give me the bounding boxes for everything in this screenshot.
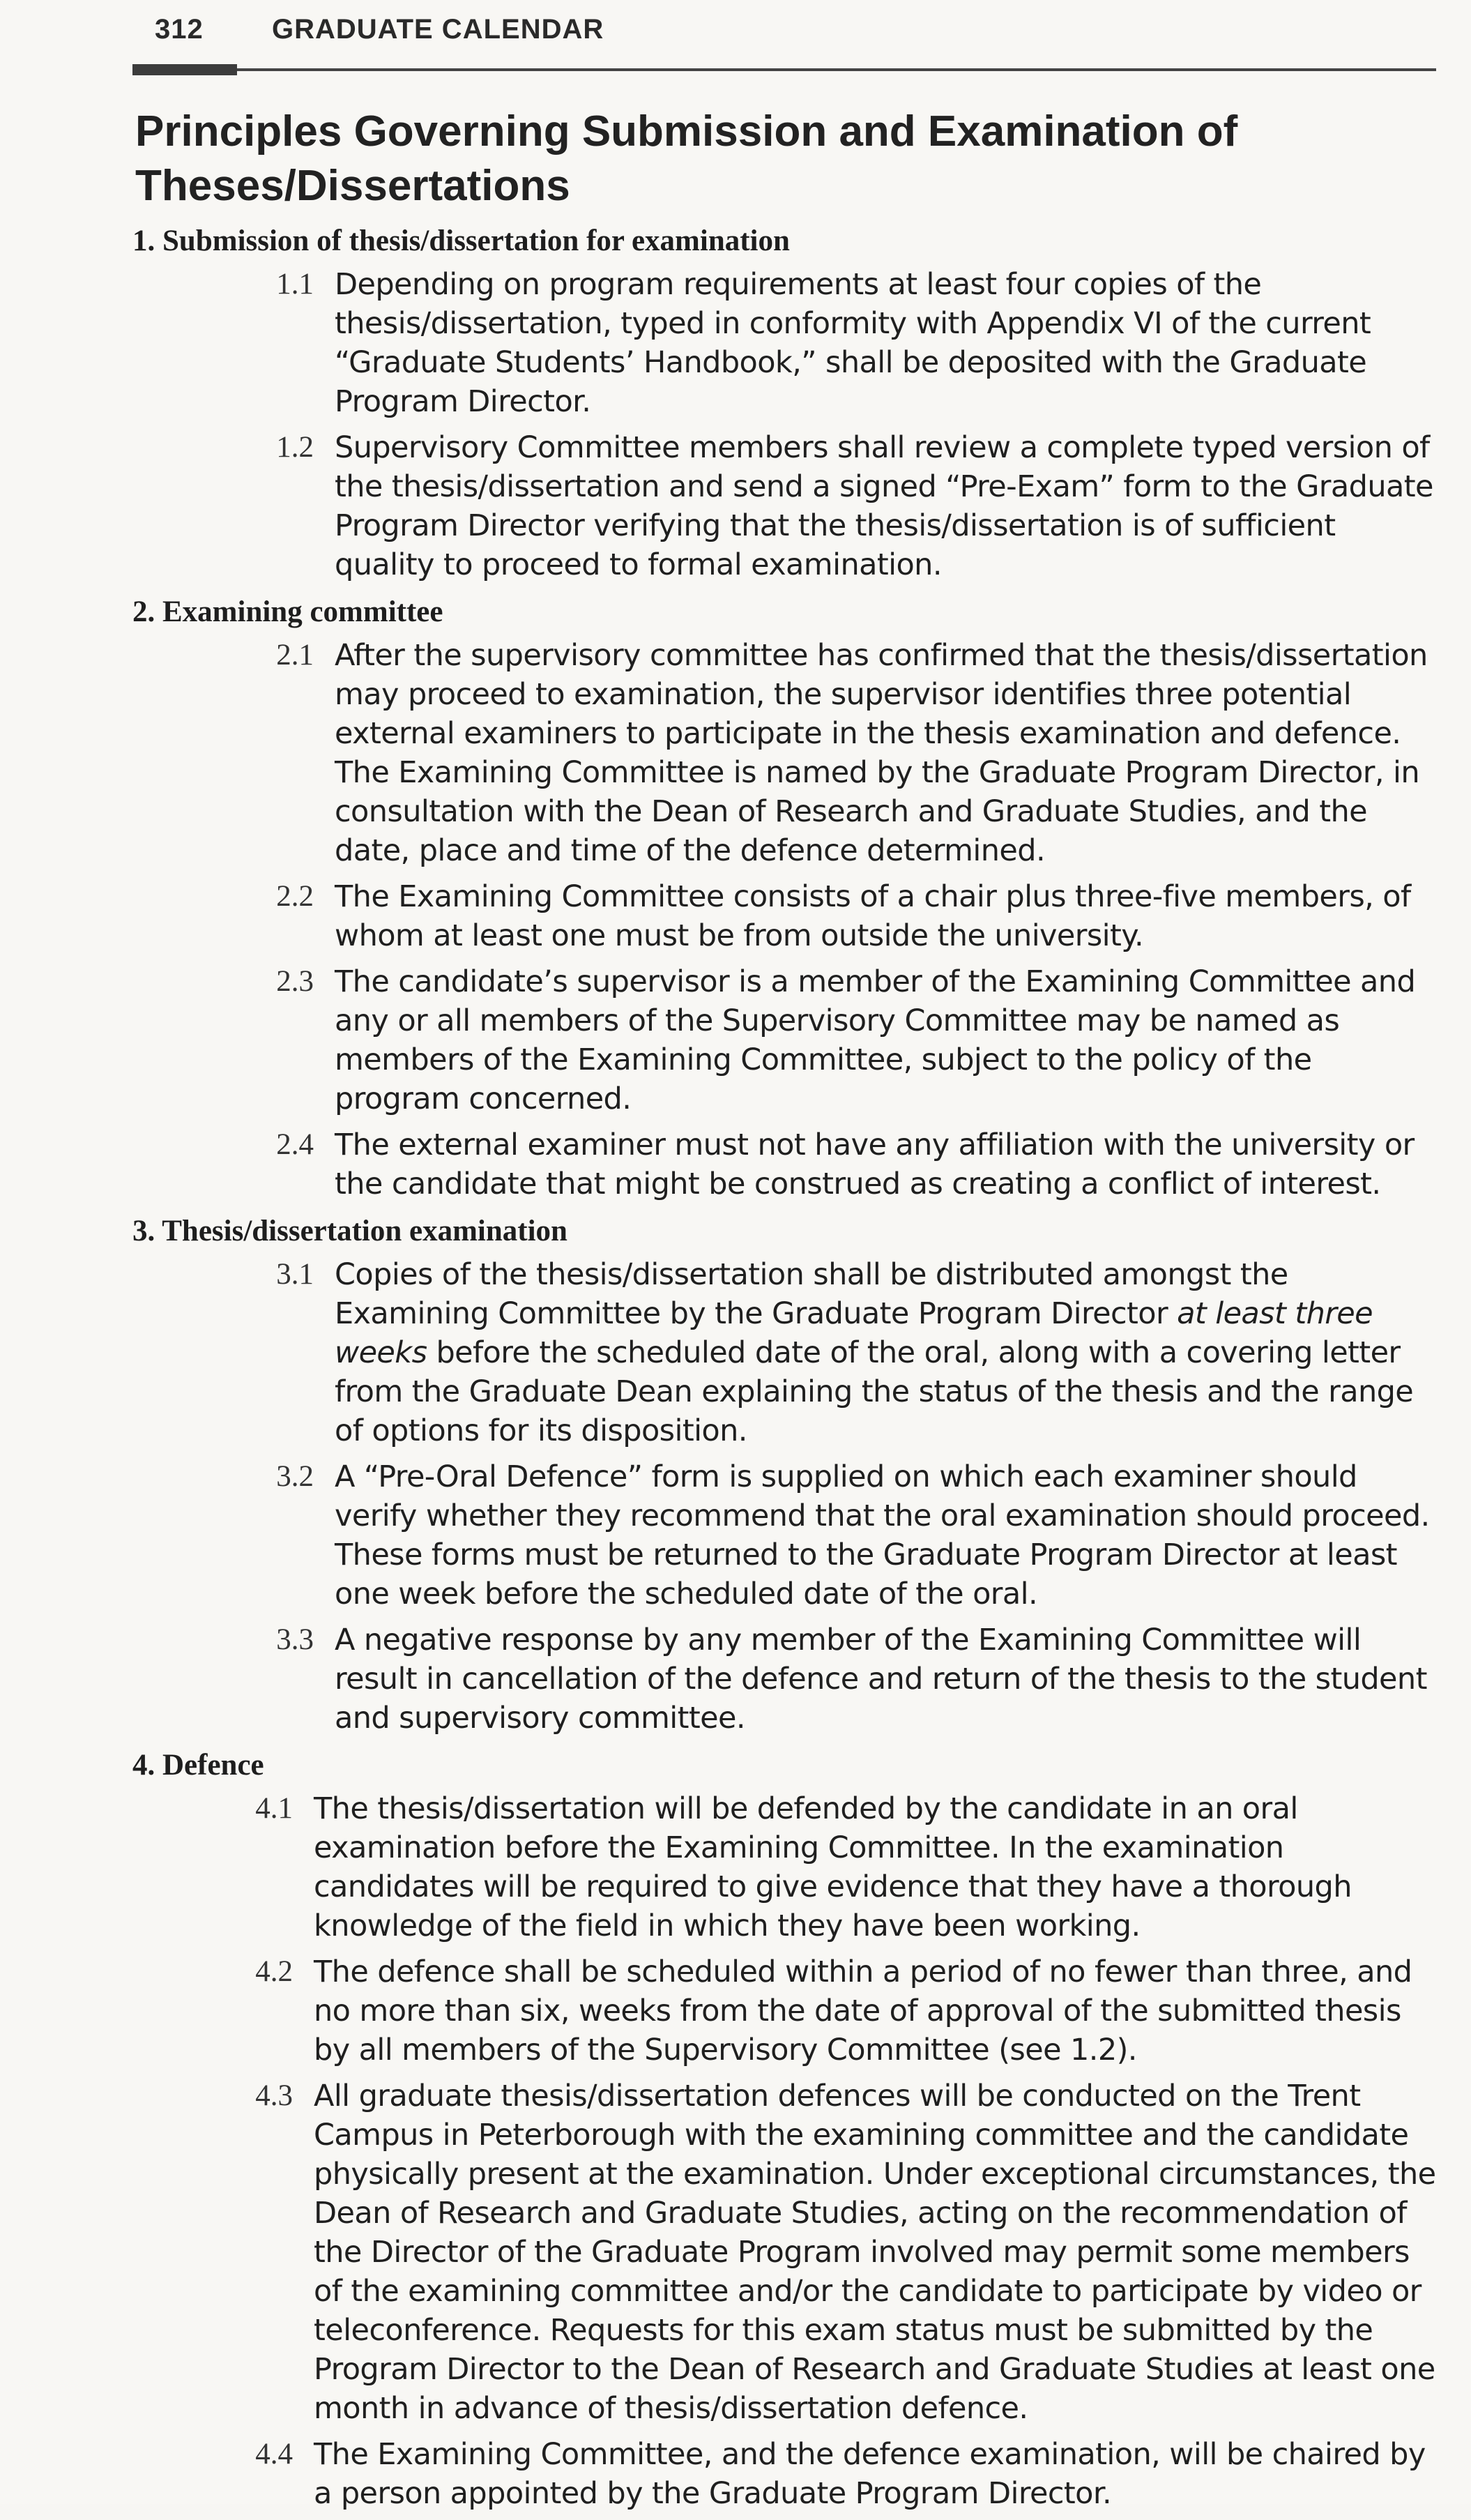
list-item bbox=[216, 1952, 1436, 2070]
list-item bbox=[216, 2435, 1436, 2513]
list-item bbox=[237, 877, 1436, 955]
item-text: After the supervisory committee has confirmed that the thesis/dissertation may proceed to examination, the supervisor identifies three potential external examiners to participate in the thesis examination and defence. The Examining Committee is named by the Graduate Program Director, in consultation with the Dean of Research and Graduate Studies, and the date, place and time of the defence determined. bbox=[335, 638, 1428, 868]
header-rule-accent bbox=[132, 64, 237, 75]
item-number: 2.1 bbox=[276, 639, 314, 671]
item-text: Supervisory Committee members shall review a complete typed version of the thesis/dissertation and send a signed “Pre-Exam” form to the Graduate Program Director verifying that the thesis/dissertation is of sufficient quality to proceed to formal examination. bbox=[335, 430, 1433, 582]
item-text: A negative response by any member of the Examining Committee will result in cancellation of the defence and return of the thesis to the student and supervisory committee. bbox=[335, 1623, 1427, 1736]
list-item bbox=[216, 1789, 1436, 1945]
page-number: 312 bbox=[155, 14, 204, 45]
header-rule bbox=[132, 68, 1436, 71]
item-text: A “Pre-Oral Defence” form is supplied on which each examiner should verify whether they recommend that the oral examination should proceed. These forms must be returned to the Graduate Program Director at least one week before the scheduled date of the oral. bbox=[335, 1459, 1430, 1611]
section-heading: 4. Defence bbox=[132, 1749, 264, 1782]
section-defence bbox=[132, 1745, 1436, 2513]
list-item bbox=[237, 962, 1436, 1118]
section-examining-committee bbox=[132, 591, 1436, 1204]
list-item bbox=[237, 1457, 1436, 1614]
item-list bbox=[237, 1255, 1436, 1738]
section-heading: 1. Submission of thesis/dissertation for examination bbox=[132, 225, 790, 257]
page-title: Principles Governing Submission and Examination of Theses/Dissertations bbox=[135, 107, 1238, 210]
item-number: 1.1 bbox=[276, 268, 314, 301]
item-list bbox=[237, 265, 1436, 584]
item-number: 2.3 bbox=[276, 965, 314, 998]
item-text: The Examining Committee, and the defence examination, will be chaired by a person appointed by the Graduate Program Director. bbox=[314, 2437, 1426, 2511]
item-text: The candidate’s supervisor is a member of the Examining Committee and any or all members of the Supervisory Committee may be named as members of the Examining Committee, subject to the policy of the program concerned. bbox=[335, 964, 1416, 1116]
item-list bbox=[237, 636, 1436, 1204]
item-number: 1.2 bbox=[276, 431, 314, 464]
section-submission bbox=[132, 220, 1436, 584]
emphasis-text: at least three weeks bbox=[335, 1296, 1373, 1370]
list-item bbox=[237, 428, 1436, 584]
list-item bbox=[216, 2077, 1436, 2428]
page-header bbox=[132, 6, 1436, 75]
item-list bbox=[216, 1789, 1436, 2513]
item-text-part: before the scheduled date of the oral, along with a covering letter from the Graduate Dean explaining the status of the thesis and the range of options for its disposition. bbox=[335, 1335, 1414, 1448]
list-item bbox=[237, 1125, 1436, 1204]
item-number: 4.3 bbox=[255, 2079, 293, 2112]
item-number: 4.2 bbox=[255, 1955, 293, 1988]
running-head: GRADUATE CALENDAR bbox=[272, 14, 604, 45]
item-text-part: Copies of the thesis/dissertation shall be distributed amongst the Examining Committee by the Graduate Program Director bbox=[335, 1257, 1288, 1331]
item-text: The thesis/dissertation will be defended by the candidate in an oral examination before the Examining Committee. In the examination candidates will be required to give evidence that they have a thorough knowledge of the field in which they have been working. bbox=[314, 1791, 1352, 1943]
document-body bbox=[132, 105, 1436, 2520]
list-item bbox=[237, 1255, 1436, 1450]
section-heading: 3. Thesis/dissertation examination bbox=[132, 1215, 567, 1247]
list-item bbox=[237, 265, 1436, 421]
list-item bbox=[237, 636, 1436, 870]
item-text: Depending on program requirements at least four copies of the thesis/dissertation, typed in conformity with Appendix VI of the current “Graduate Students’ Handbook,” shall be deposited with the Graduate Program Director. bbox=[335, 267, 1371, 419]
item-number: 3.1 bbox=[276, 1258, 314, 1291]
item-text: The external examiner must not have any affiliation with the university or the candidate that might be construed as creating a conflict of interest. bbox=[335, 1128, 1415, 1201]
item-number: 2.4 bbox=[276, 1128, 314, 1161]
item-text: All graduate thesis/dissertation defences will be conducted on the Trent Campus in Peterborough with the examining committee and the candidate physically present at the examination. Under exceptional circumstances, the Dean of Research and Graduate Studies, acting on the recommendation of the Director of the Graduate Program involved may permit some members of the examining committee and/or the candidate to participate by video or teleconference. Requests for this exam status must be submitted by the Program Director to the Dean of Research and Graduate Studies at least one month in advance of thesis/dissertation defence. bbox=[314, 2079, 1436, 2426]
item-number: 3.3 bbox=[276, 1623, 314, 1656]
section-thesis-examination bbox=[132, 1210, 1436, 1738]
item-number: 4.1 bbox=[255, 1792, 293, 1825]
item-text bbox=[335, 1255, 1436, 1450]
item-text: The defence shall be scheduled within a period of no fewer than three, and no more than six, weeks from the date of approval of the submitted thesis by all members of the Supervisory Committee (see 1.2). bbox=[314, 1954, 1412, 2067]
item-text: The Examining Committee consists of a chair plus three-five members, of whom at least one must be from outside the university. bbox=[335, 879, 1411, 953]
item-number: 4.4 bbox=[255, 2438, 293, 2470]
section-heading: 2. Examining committee bbox=[132, 595, 443, 628]
item-number: 2.2 bbox=[276, 880, 314, 913]
item-number: 3.2 bbox=[276, 1460, 314, 1493]
list-item bbox=[237, 1620, 1436, 1738]
